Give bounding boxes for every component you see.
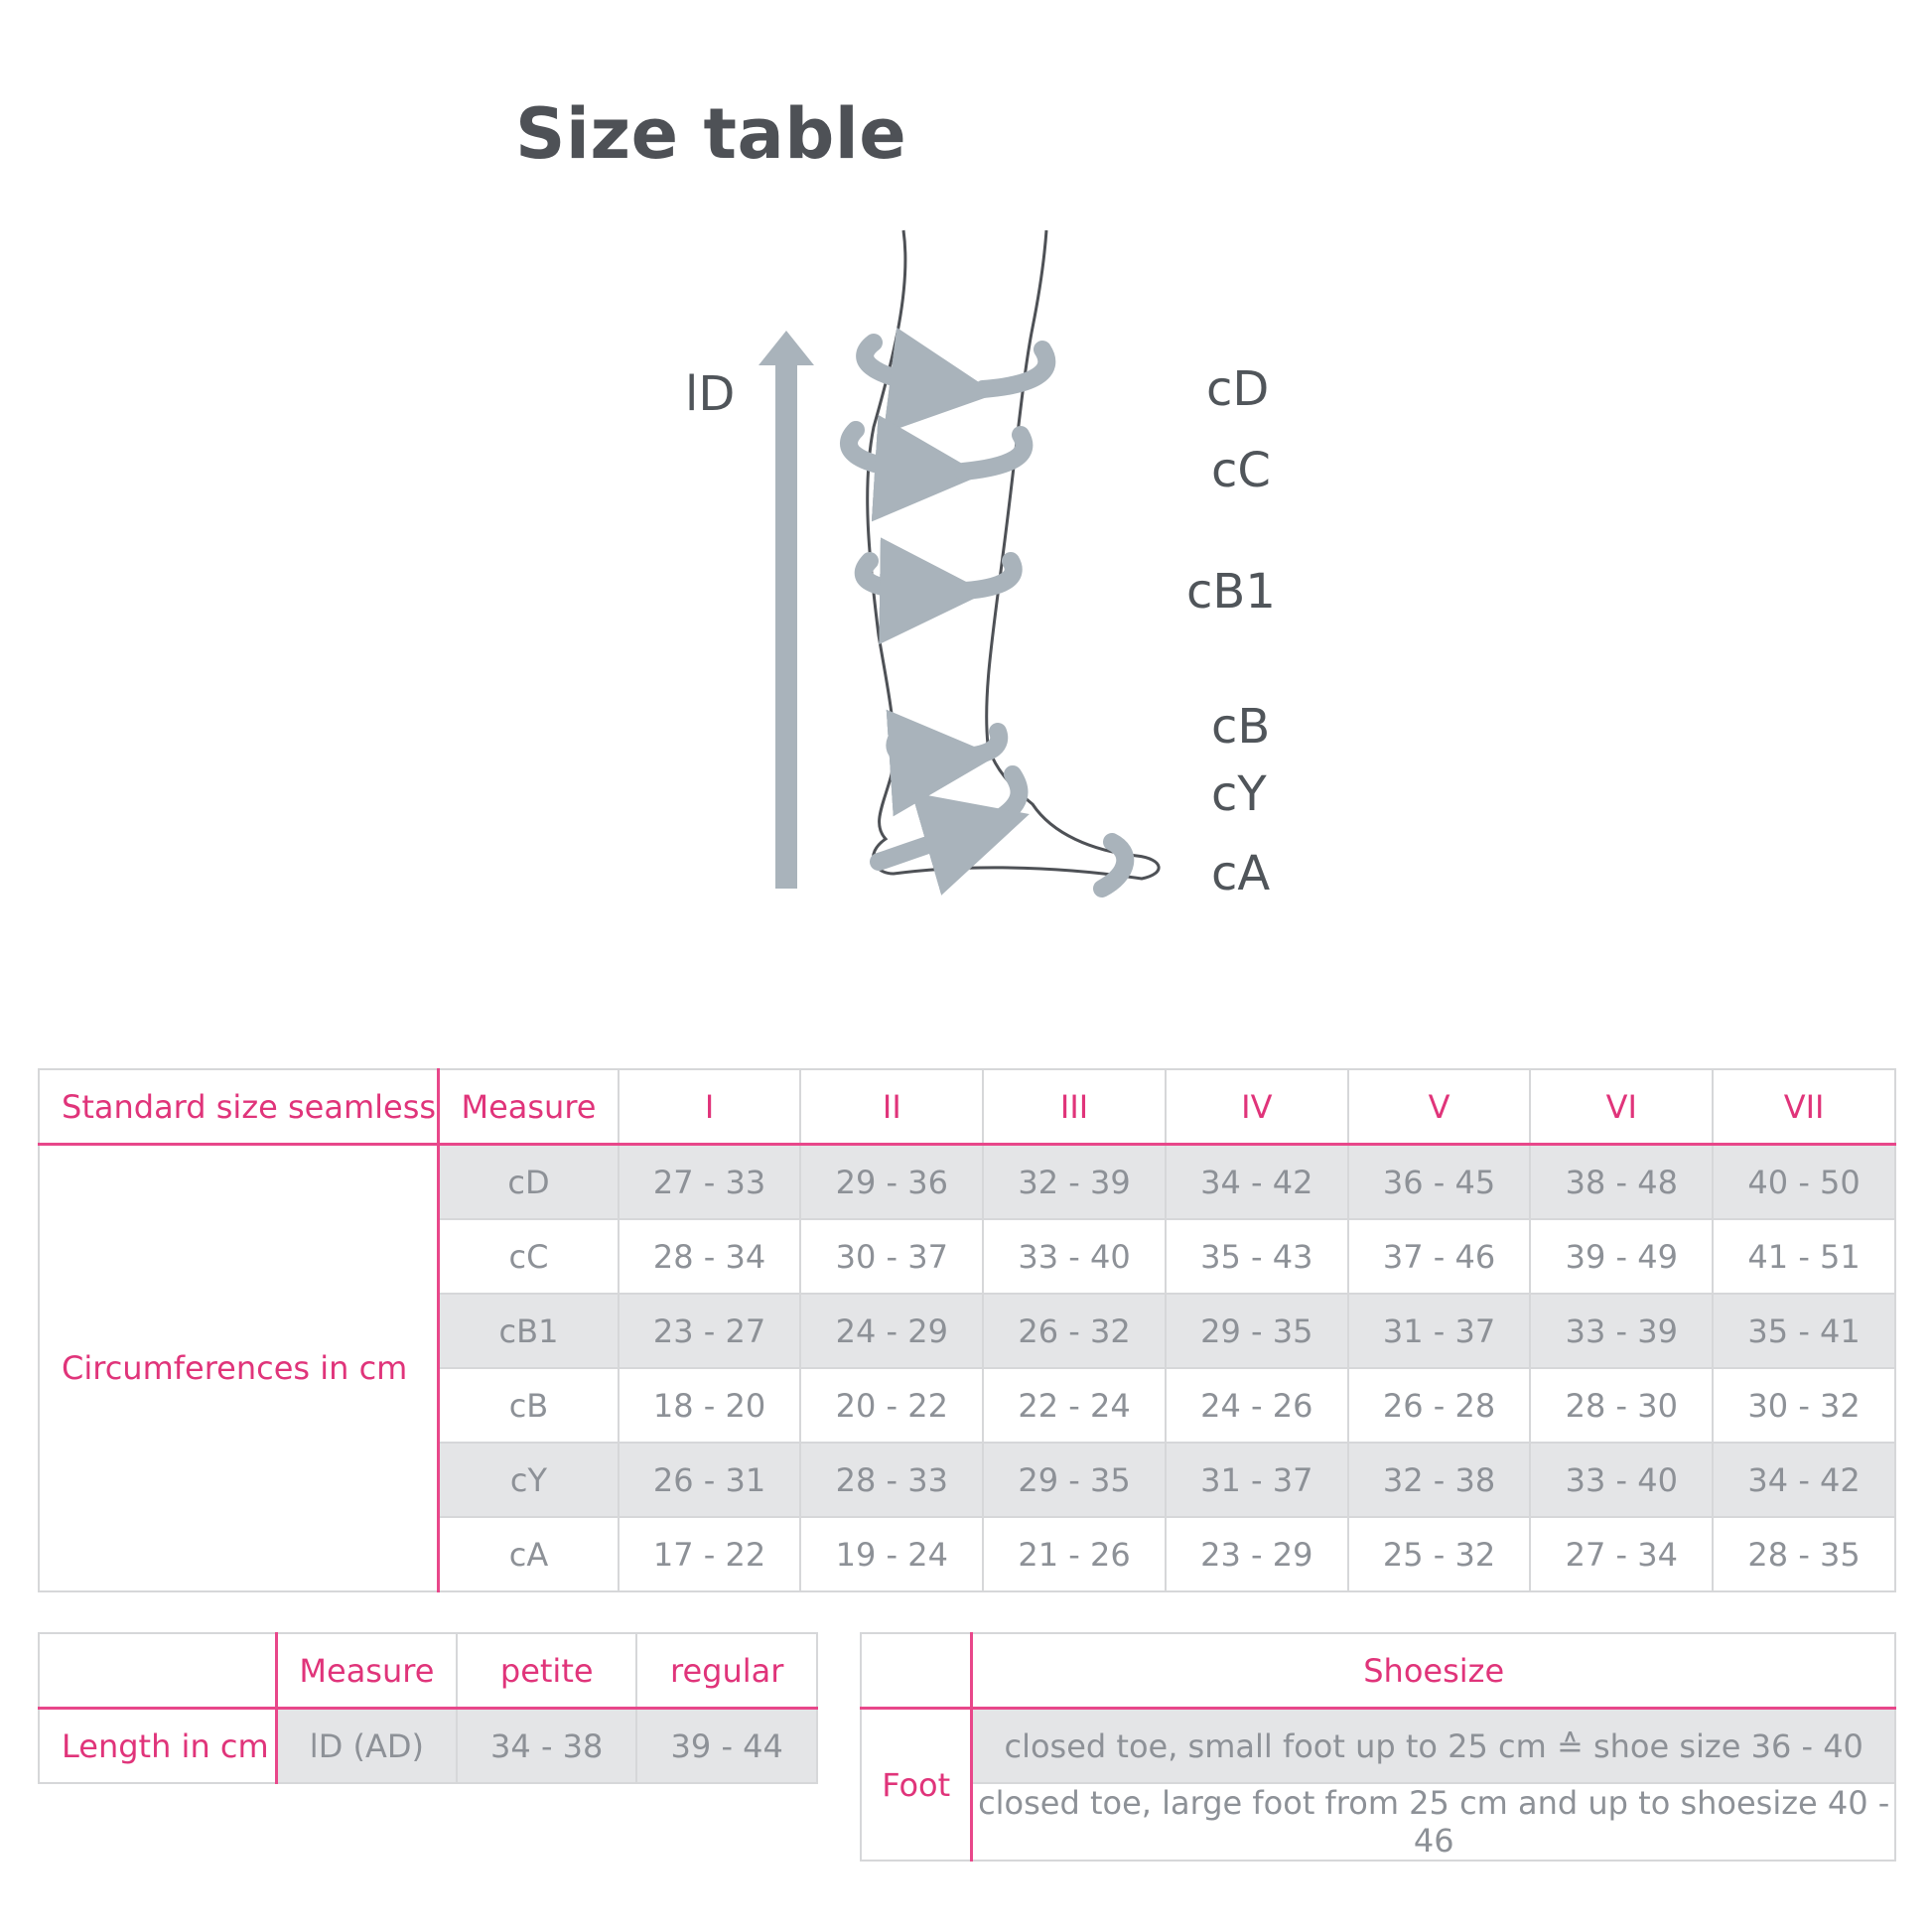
value-cell: 25 - 32: [1348, 1517, 1531, 1591]
foot-table: [860, 1632, 1896, 1862]
value-cell: 37 - 46: [1348, 1219, 1531, 1294]
value-cell: 21 - 26: [983, 1517, 1166, 1591]
value-cell: 31 - 37: [1166, 1443, 1348, 1517]
label-cB1: cB1: [1186, 564, 1276, 620]
table-row: [39, 1145, 1895, 1220]
table-label: Standard size seamless: [39, 1069, 439, 1145]
measure-header: Measure: [276, 1633, 457, 1709]
value-cell: 41 - 51: [1713, 1219, 1895, 1294]
value-cell: 29 - 35: [983, 1443, 1166, 1517]
value-cell: 27 - 34: [1530, 1517, 1713, 1591]
foot-option: closed toe, small foot up to 25 cm ≙ shoe size 36 - 40: [972, 1709, 1895, 1784]
value-cell: 24 - 29: [800, 1294, 983, 1368]
value-cell: 22 - 24: [983, 1368, 1166, 1443]
value-cell: 26 - 32: [983, 1294, 1166, 1368]
value-cell: 33 - 40: [1530, 1443, 1713, 1517]
value-cell: 20 - 22: [800, 1368, 983, 1443]
value-cell: 33 - 39: [1530, 1294, 1713, 1368]
size-header: I: [619, 1069, 801, 1145]
label-cC: cC: [1211, 443, 1271, 498]
label-cD: cD: [1206, 361, 1270, 417]
value-cell: 19 - 24: [800, 1517, 983, 1591]
value-cell: 32 - 38: [1348, 1443, 1531, 1517]
value-cell: 26 - 31: [619, 1443, 801, 1517]
foot-label: Foot: [861, 1709, 972, 1862]
size-header: II: [800, 1069, 983, 1145]
value-cell: 28 - 30: [1530, 1368, 1713, 1443]
value-cell: 28 - 35: [1713, 1517, 1895, 1591]
value-cell: 32 - 39: [983, 1145, 1166, 1220]
value-cell: 40 - 50: [1713, 1145, 1895, 1220]
measure-cell: cB1: [439, 1294, 619, 1368]
value-cell: 30 - 32: [1713, 1368, 1895, 1443]
label-cA: cA: [1211, 846, 1271, 901]
group-label: Circumferences in cm: [39, 1145, 439, 1592]
empty-cell: [861, 1633, 972, 1709]
measure-cell: lD (AD): [276, 1709, 457, 1784]
size-header: IV: [1166, 1069, 1348, 1145]
value-cell: 17 - 22: [619, 1517, 801, 1591]
value-cell: 23 - 29: [1166, 1517, 1348, 1591]
length-label: Length in cm: [39, 1709, 276, 1784]
value-cell: 24 - 26: [1166, 1368, 1348, 1443]
value-cell: 26 - 28: [1348, 1368, 1531, 1443]
measure-cell: cB: [439, 1368, 619, 1443]
value-cell: 38 - 48: [1530, 1145, 1713, 1220]
shoesize-header: Shoesize: [972, 1633, 1895, 1709]
foot-option: closed toe, large foot from 25 cm and up to shoesize 40 - 46: [972, 1783, 1895, 1861]
length-label: lD: [685, 366, 736, 422]
page-title: Size table: [515, 93, 907, 175]
petite-header: petite: [457, 1633, 636, 1709]
value-cell: 27 - 33: [619, 1145, 801, 1220]
value-cell: 29 - 36: [800, 1145, 983, 1220]
size-header: III: [983, 1069, 1166, 1145]
size-table: [38, 1068, 1896, 1592]
measure-cell: cA: [439, 1517, 619, 1591]
circumference-arrows-icon: [849, 343, 1125, 889]
measure-header: Measure: [439, 1069, 619, 1145]
size-header: VII: [1713, 1069, 1895, 1145]
size-header: V: [1348, 1069, 1531, 1145]
measure-cell: cC: [439, 1219, 619, 1294]
value-cell: 18 - 20: [619, 1368, 801, 1443]
value-cell: 30 - 37: [800, 1219, 983, 1294]
empty-cell: [39, 1633, 276, 1709]
value-cell: 28 - 34: [619, 1219, 801, 1294]
value-cell: 31 - 37: [1348, 1294, 1531, 1368]
value-cell: 39 - 44: [636, 1709, 817, 1784]
value-cell: 35 - 41: [1713, 1294, 1895, 1368]
label-cB: cB: [1211, 699, 1271, 755]
value-cell: 34 - 42: [1166, 1145, 1348, 1220]
value-cell: 29 - 35: [1166, 1294, 1348, 1368]
value-cell: 36 - 45: [1348, 1145, 1531, 1220]
measure-cell: cY: [439, 1443, 619, 1517]
value-cell: 33 - 40: [983, 1219, 1166, 1294]
length-arrow-icon: [759, 331, 814, 889]
measure-cell: cD: [439, 1145, 619, 1220]
size-header: VI: [1530, 1069, 1713, 1145]
label-cY: cY: [1211, 766, 1267, 822]
regular-header: regular: [636, 1633, 817, 1709]
value-cell: 34 - 42: [1713, 1443, 1895, 1517]
value-cell: 34 - 38: [457, 1709, 636, 1784]
value-cell: 39 - 49: [1530, 1219, 1713, 1294]
value-cell: 28 - 33: [800, 1443, 983, 1517]
value-cell: 35 - 43: [1166, 1219, 1348, 1294]
length-table: [38, 1632, 818, 1784]
value-cell: 23 - 27: [619, 1294, 801, 1368]
